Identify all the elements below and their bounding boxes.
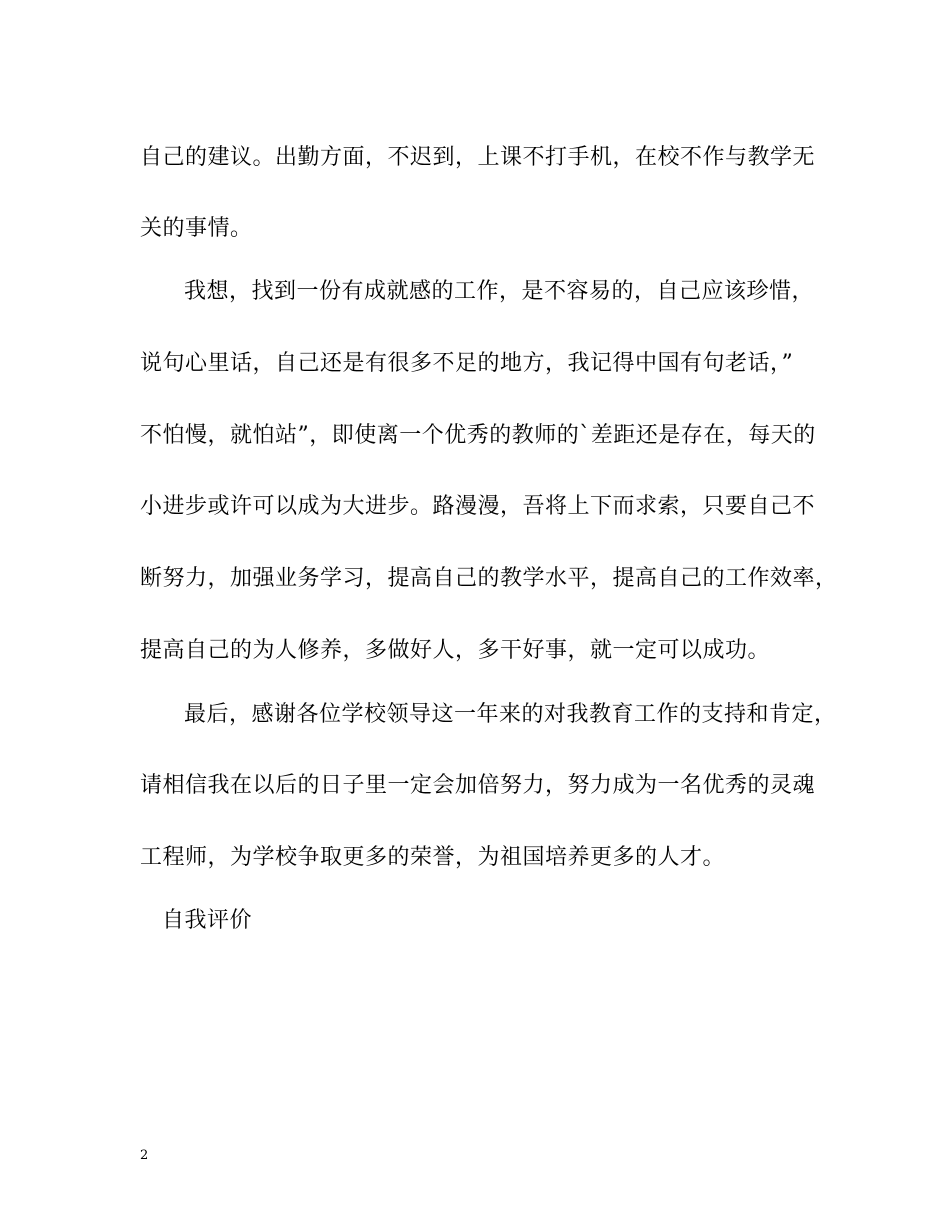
text-line: 小进步或许可以成为大进步。路漫漫，吾将上下而求索，只要自己不 [140, 494, 816, 519]
paragraph-first-line: 我想，找到一份有成就感的工作，是不容易的，自己应该珍惜， [184, 279, 815, 304]
text-line: 工程师，为学校争取更多的荣誉，为祖国培养更多的人才。 [140, 845, 726, 870]
page-number: 2 [140, 1148, 149, 1163]
text-line: 请相信我在以后的日子里一定会加倍努力，努力成为一名优秀的灵魂 [140, 773, 816, 798]
text-line: 自己的建议。出勤方面，不迟到，上课不打手机，在校不作与教学无 [140, 145, 816, 170]
text-line: 断努力，加强业务学习，提高自己的教学水平，提高自己的工作效率， [140, 566, 838, 591]
paragraph-first-line: 最后，感谢各位学校领导这一年来的对我教育工作的支持和肯定， [184, 702, 837, 727]
text-line: 关的事情。 [140, 216, 253, 241]
section-heading: 自我评价 [162, 908, 253, 933]
text-line: 不怕慢，就怕站”，即使离一个优秀的教师的`差距还是存在，每天的 [140, 423, 816, 448]
text-line: 提高自己的为人修养，多做好人，多干好事，就一定可以成功。 [140, 638, 771, 663]
text-line: 说句心里话，自己还是有很多不足的地方，我记得中国有句老话，” [140, 351, 794, 376]
